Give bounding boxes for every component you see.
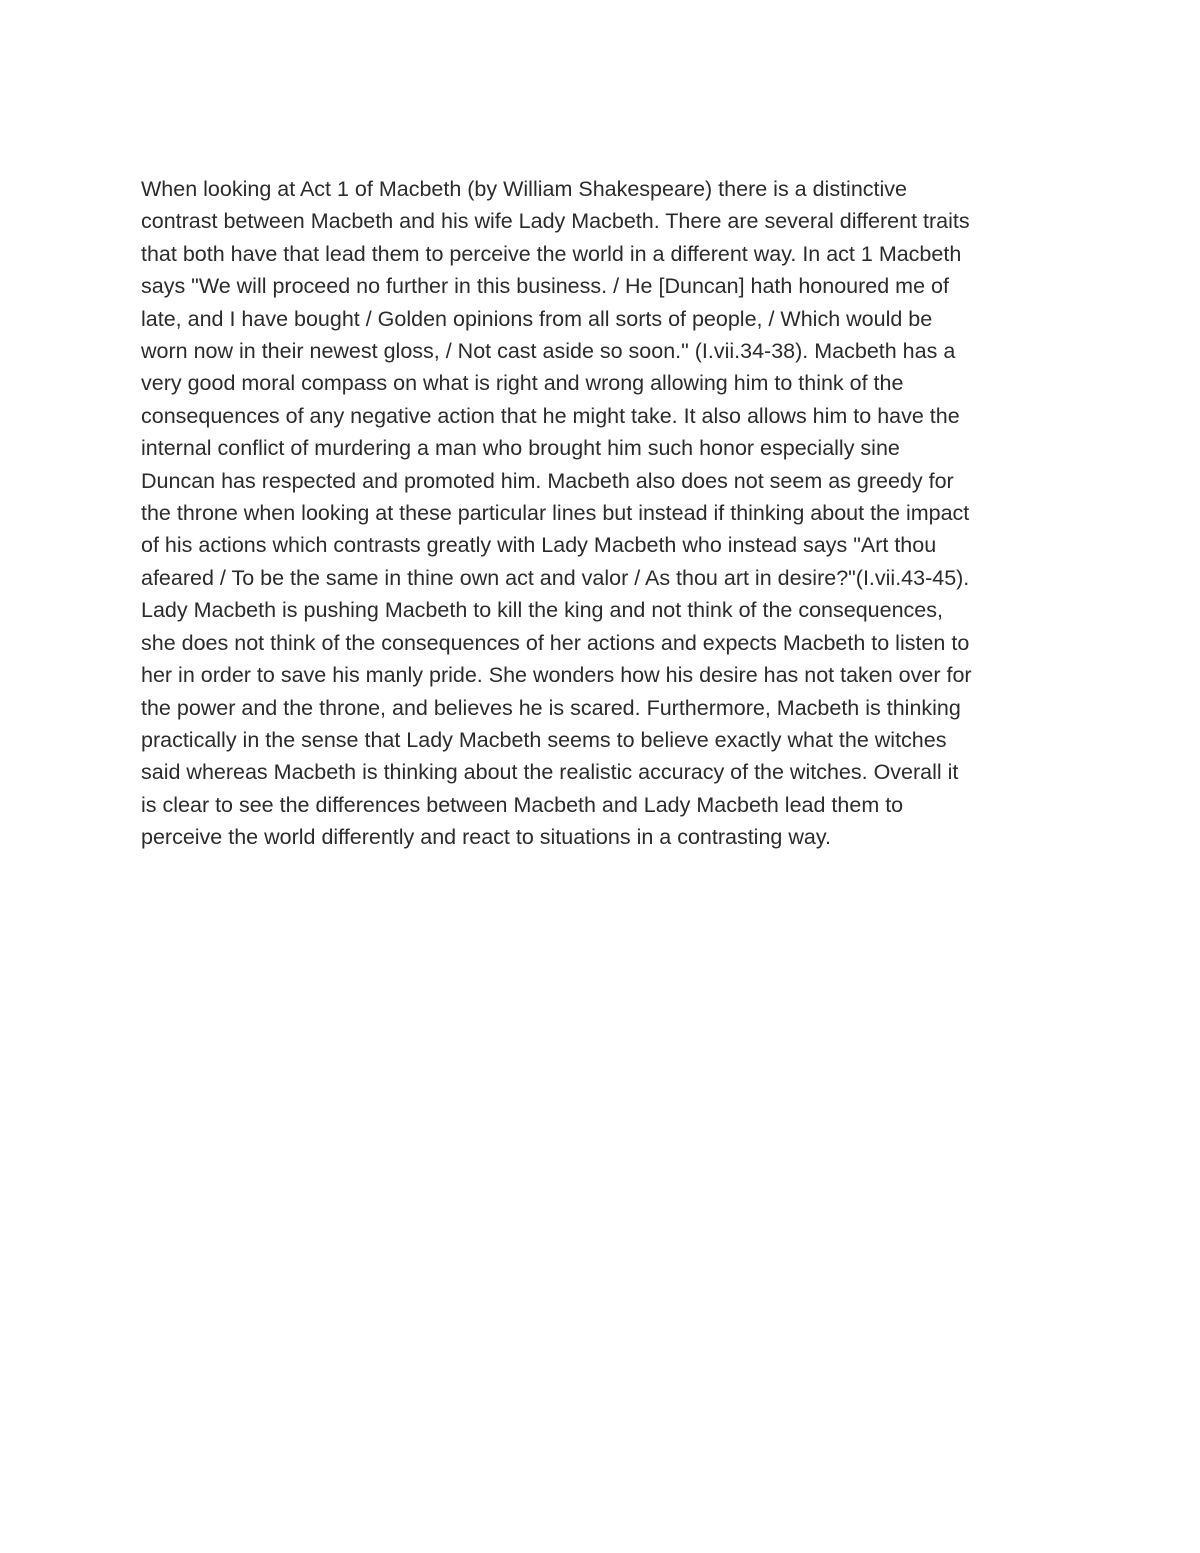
paragraph-line: Duncan has respected and promoted him. Macbeth also does not seem as greedy for bbox=[141, 468, 954, 493]
paragraph-line: very good moral compass on what is right and wrong allowing him to think of the bbox=[141, 371, 904, 396]
paragraph-line: contrast between Macbeth and his wife Lady Macbeth. There are several different traits bbox=[141, 209, 970, 234]
paragraph-line: When looking at Act 1 of Macbeth (by William Shakespeare) there is a distinctive bbox=[141, 177, 907, 201]
paragraph-line: that both have that lead them to perceive the world in a different way. In act 1 Macbeth bbox=[141, 241, 962, 266]
paragraph-line: she does not think of the consequences of her actions and expects Macbeth to listen to bbox=[141, 630, 970, 655]
essay-paragraph bbox=[141, 173, 1071, 854]
paragraph-line: of his actions which contrasts greatly with Lady Macbeth who instead says "Art thou bbox=[141, 533, 937, 558]
paragraph-line: Lady Macbeth is pushing Macbeth to kill the king and not think of the consequences, bbox=[141, 598, 943, 623]
paragraph-line: the throne when looking at these particular lines but instead if thinking about the impact bbox=[141, 501, 970, 526]
paragraph-line: says "We will proceed no further in this business. / He [Duncan] hath honoured me of bbox=[141, 274, 949, 299]
paragraph-line: is clear to see the differences between Macbeth and Lady Macbeth lead them to bbox=[141, 792, 904, 817]
paragraph-line: afeared / To be the same in thine own act and valor / As thou art in desire?"(I.vii.43-45). bbox=[141, 565, 970, 590]
paragraph-line: practically in the sense that Lady Macbeth seems to believe exactly what the witches bbox=[141, 727, 947, 752]
paragraph-line: late, and I have bought / Golden opinions from all sorts of people, / Which would be bbox=[141, 306, 933, 331]
paragraph-line: the power and the throne, and believes he is scared. Furthermore, Macbeth is thinking bbox=[141, 695, 961, 720]
paragraph-line: worn now in their newest gloss, / Not cast aside so soon." (I.vii.34-38). Macbeth has a bbox=[141, 339, 956, 364]
paragraph-line: perceive the world differently and react to situations in a contrasting way. bbox=[141, 825, 831, 850]
paragraph-line: internal conflict of murdering a man who brought him such honor especially sine bbox=[141, 436, 900, 461]
paragraph-line: said whereas Macbeth is thinking about the realistic accuracy of the witches. Overall it bbox=[141, 760, 959, 785]
paragraph-line: her in order to save his manly pride. She wonders how his desire has not taken over for bbox=[141, 663, 972, 688]
paragraph-line: consequences of any negative action that he might take. It also allows him to have the bbox=[141, 403, 960, 428]
